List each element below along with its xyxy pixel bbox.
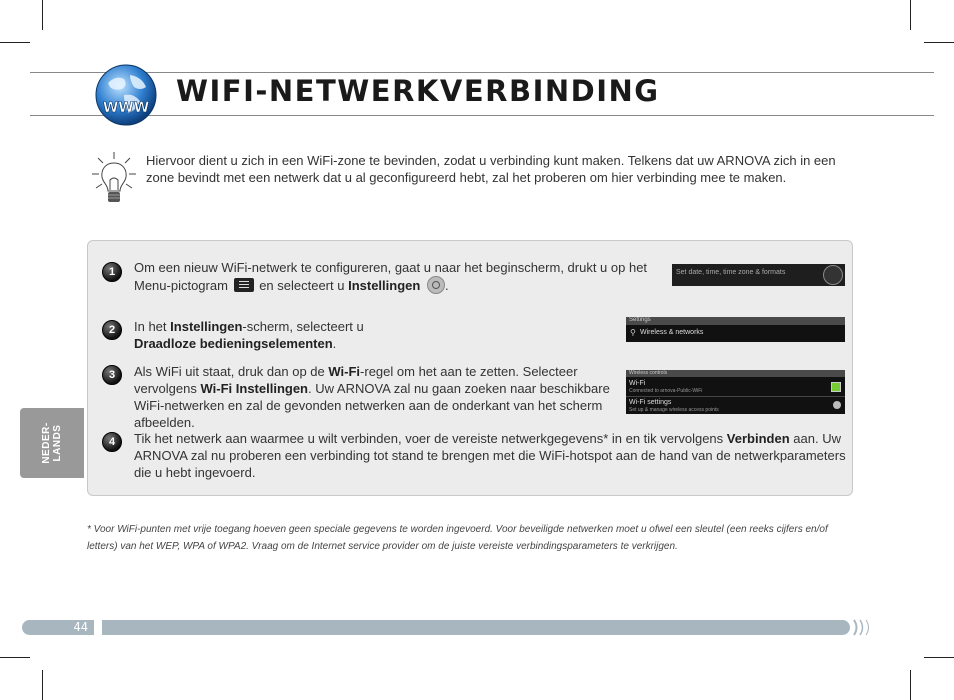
page-title: WIFI-NETWERKVERBINDING xyxy=(176,74,660,108)
chevron-icon xyxy=(833,401,841,409)
step-number: 1 xyxy=(102,262,122,282)
decorative-arcs-icon xyxy=(852,618,874,637)
settings-icon xyxy=(427,276,445,294)
crop-mark xyxy=(42,0,43,30)
crop-mark xyxy=(910,670,911,700)
footnote: * Voor WiFi-punten met vrije toegang hoeven geen speciale gegevens te worden ingevoerd. Voor beveiligde netwerken moet u ofwel een sleutel (een reeks cijfers en/of letters) van het WEP, WPA of WPA2. Vraag om de Internet service provider om de juiste vereiste verbindingsparameters te verkrijgen. xyxy=(87,524,828,552)
screenshot-home: Set date, time, time zone & formats xyxy=(672,264,845,286)
screenshot-wireless: Wireless controls Wi-Fi Connected to arnova-Public-WiFi Wi-Fi settings Set up & manage wireless access points xyxy=(626,370,845,414)
page-number-box xyxy=(22,620,94,635)
menu-icon xyxy=(234,278,254,292)
crop-mark xyxy=(42,670,43,700)
wifi-icon: ⚲ xyxy=(630,328,636,337)
crop-mark xyxy=(0,657,30,658)
step-1-text: Om een nieuw WiFi-netwerk te configureren, gaat u naar het beginscherm, drukt u op het Menu-pictogram en selecteert u Instellingen . xyxy=(134,260,648,293)
step-number: 3 xyxy=(102,365,122,385)
step-4-text: Tik het netwerk aan waarmee u wilt verbinden, voer de vereiste netwerkgegevens* in en tik vervolgens Verbinden aan. Uw ARNOVA zal nu proberen een verbinding tot stand te brengen met die WiFi-hotspot aan de hand van de netwerkparameters die u hebt ingevoerd. xyxy=(134,431,846,480)
step-3-text: Als WiFi uit staat, druk dan op de Wi-Fi-regel om het aan te zetten. Selecteer vervolgens Wi-Fi Instellingen. Uw ARNOVA zal nu gaan zoeken naar beschikbare WiFi-netwerken en zal de gevonden netwerken aan de onderkant van het scherm afbeelden. xyxy=(134,364,610,430)
lightbulb-icon xyxy=(90,150,138,208)
language-tab: NEDER- LANDS xyxy=(20,408,84,478)
header-rule-bottom xyxy=(30,115,934,116)
screenshot-settings: Settings ⚲ Wireless & networks xyxy=(626,317,845,342)
crop-mark xyxy=(910,0,911,30)
header-rule-top xyxy=(30,72,934,73)
page-footer-bar xyxy=(22,620,852,635)
globe-www-icon xyxy=(94,63,158,127)
step-number: 4 xyxy=(102,432,122,452)
step-number: 2 xyxy=(102,320,122,340)
svg-text:WWW: WWW xyxy=(102,100,150,116)
crop-mark xyxy=(924,657,954,658)
page-number: 44 xyxy=(73,620,88,634)
crop-mark xyxy=(0,42,30,43)
step-2-text: In het Instellingen-scherm, selecteert u Draadloze bedieningselementen. xyxy=(134,319,364,351)
crop-mark xyxy=(924,42,954,43)
refresh-icon xyxy=(823,265,843,285)
checkbox-checked-icon xyxy=(831,382,841,392)
intro-text: Hiervoor dient u zich in een WiFi-zone te bevinden, zodat u verbinding kunt maken. Telkens dat uw ARNOVA zich in een zone bevindt met een netwerk dat u al geconfigureerd hebt, zal het proberen om hier verbinding mee te maken. xyxy=(146,153,836,185)
footer-bar-fill xyxy=(102,620,850,635)
